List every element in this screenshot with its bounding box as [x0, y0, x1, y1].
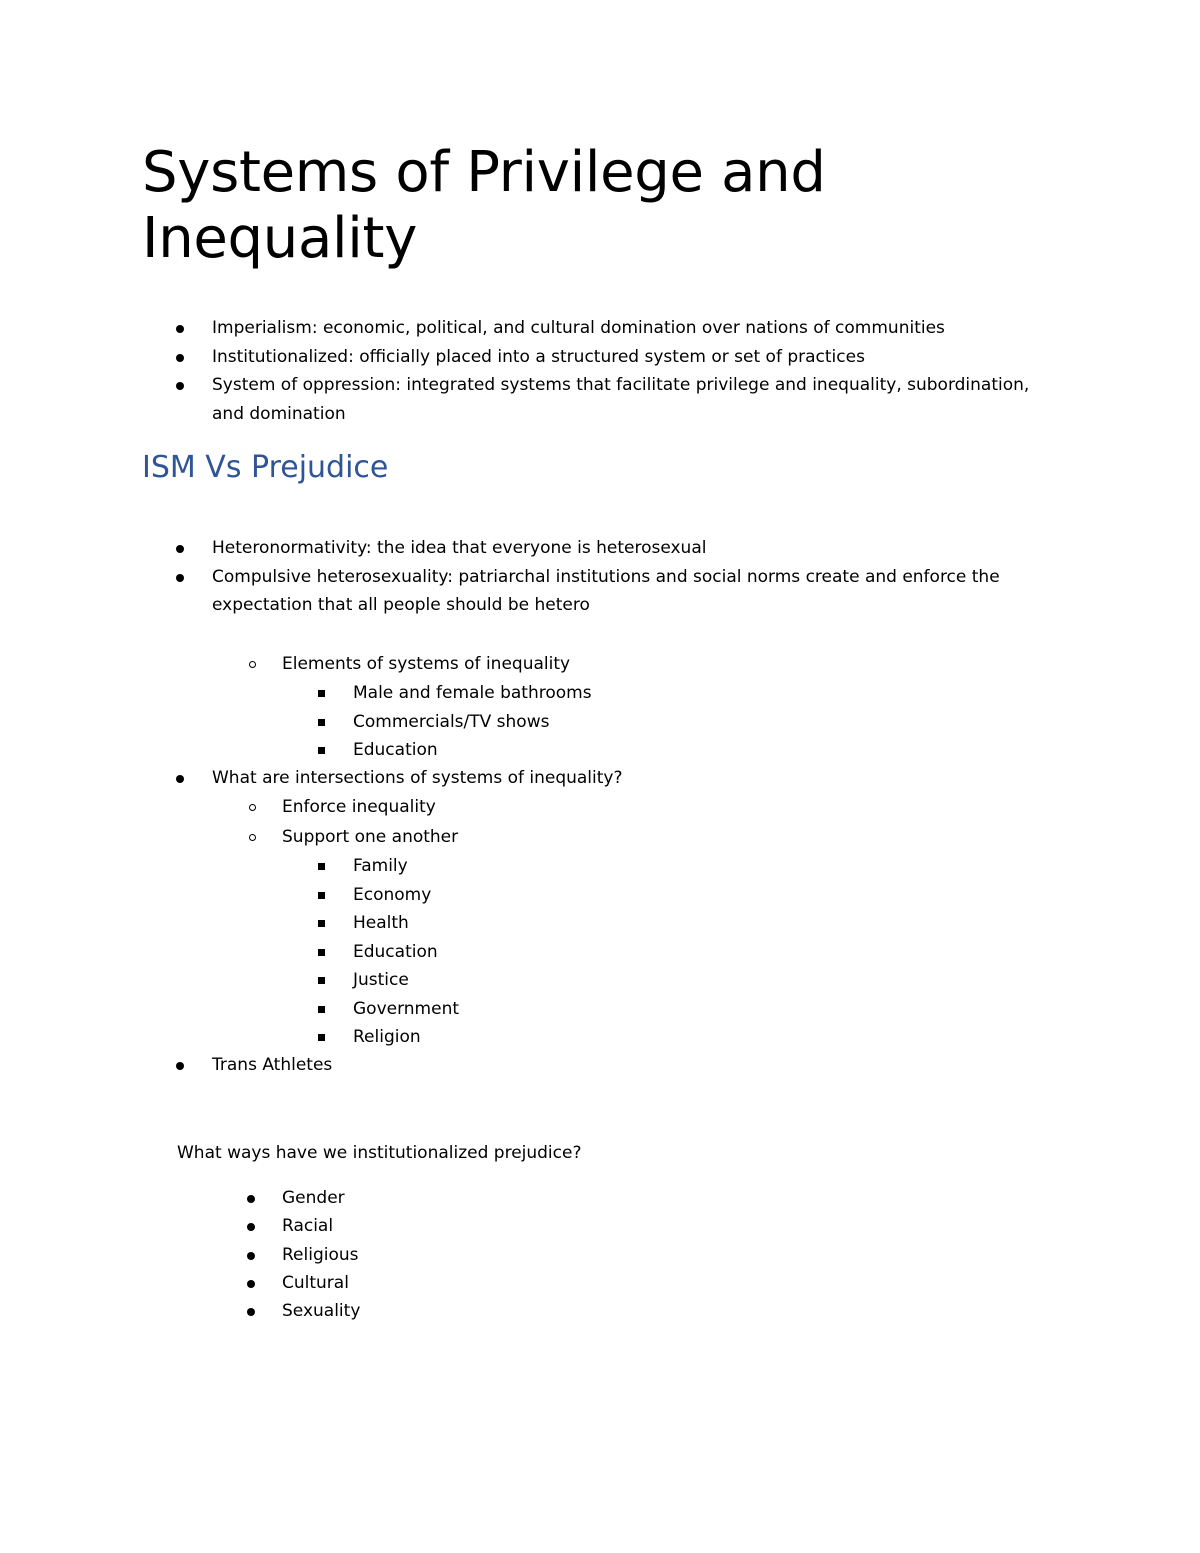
list-item: Support one another — [282, 823, 882, 853]
square-bullet-icon — [318, 719, 325, 726]
list-item: Commercials/TV shows — [353, 708, 853, 737]
square-bullet-icon — [318, 920, 325, 927]
bullet-icon — [176, 382, 184, 390]
circle-bullet-icon — [249, 834, 256, 841]
list-item: Elements of systems of inequality — [282, 650, 882, 679]
prejudice-types-list — [282, 1184, 682, 1325]
section-heading: ISM Vs Prejudice — [142, 450, 389, 485]
list-item: Enforce inequality — [282, 793, 882, 823]
support-sublist — [353, 852, 853, 1052]
list-item: Family — [353, 852, 853, 881]
elements-sublist — [353, 679, 853, 765]
square-bullet-icon — [318, 949, 325, 956]
bullet-icon — [176, 325, 184, 333]
bullet-icon — [176, 354, 184, 362]
list-item: Justice — [353, 966, 853, 995]
list-item: Institutionalized: officially placed into a structured system or set of practices — [212, 343, 1062, 372]
list-item: What are intersections of systems of inequality? — [212, 764, 1012, 793]
elements-list — [282, 650, 882, 679]
circle-bullet-icon — [249, 661, 256, 668]
list-item: Economy — [353, 881, 853, 910]
list-item: Compulsive heterosexuality: patriarchal institutions and social norms create and enforce the expectation that all people should be hetero — [212, 563, 1062, 620]
document-title: Systems of Privilege and Inequality — [142, 140, 826, 271]
list-item: Trans Athletes — [212, 1051, 812, 1080]
bullet-icon — [176, 775, 184, 783]
list-item: Government — [353, 995, 853, 1024]
list-item: Religious — [282, 1241, 682, 1269]
list-item: Racial — [282, 1212, 682, 1240]
square-bullet-icon — [318, 747, 325, 754]
bullet-icon — [176, 1062, 184, 1070]
bullet-icon — [247, 1195, 255, 1203]
list-item: Health — [353, 909, 853, 938]
bullet-icon — [247, 1223, 255, 1231]
list-item: Heteronormativity: the idea that everyone is heterosexual — [212, 534, 1062, 563]
list-item: Imperialism: economic, political, and cultural domination over nations of communities — [212, 314, 1062, 343]
ism-list — [212, 534, 1062, 620]
circle-bullet-icon — [249, 804, 256, 811]
list-item: System of oppression: integrated systems that facilitate privilege and inequality, subordination, and domination — [212, 371, 1062, 428]
square-bullet-icon — [318, 1006, 325, 1013]
list-item: Sexuality — [282, 1297, 682, 1325]
list-item: Religion — [353, 1023, 853, 1052]
intersections-sublist — [282, 793, 882, 852]
intersections-list — [212, 764, 1012, 793]
list-item: Gender — [282, 1184, 682, 1212]
square-bullet-icon — [318, 977, 325, 984]
square-bullet-icon — [318, 863, 325, 870]
square-bullet-icon — [318, 690, 325, 697]
square-bullet-icon — [318, 892, 325, 899]
bullet-icon — [247, 1280, 255, 1288]
bullet-icon — [247, 1308, 255, 1316]
trans-list — [212, 1051, 812, 1080]
bullet-icon — [176, 545, 184, 553]
question-paragraph: What ways have we institutionalized prejudice? — [177, 1143, 582, 1163]
square-bullet-icon — [318, 1034, 325, 1041]
list-item: Education — [353, 736, 853, 765]
bullet-icon — [247, 1252, 255, 1260]
bullet-icon — [176, 574, 184, 582]
definitions-list — [212, 314, 1062, 428]
list-item: Cultural — [282, 1269, 682, 1297]
list-item: Male and female bathrooms — [353, 679, 853, 708]
list-item: Education — [353, 938, 853, 967]
